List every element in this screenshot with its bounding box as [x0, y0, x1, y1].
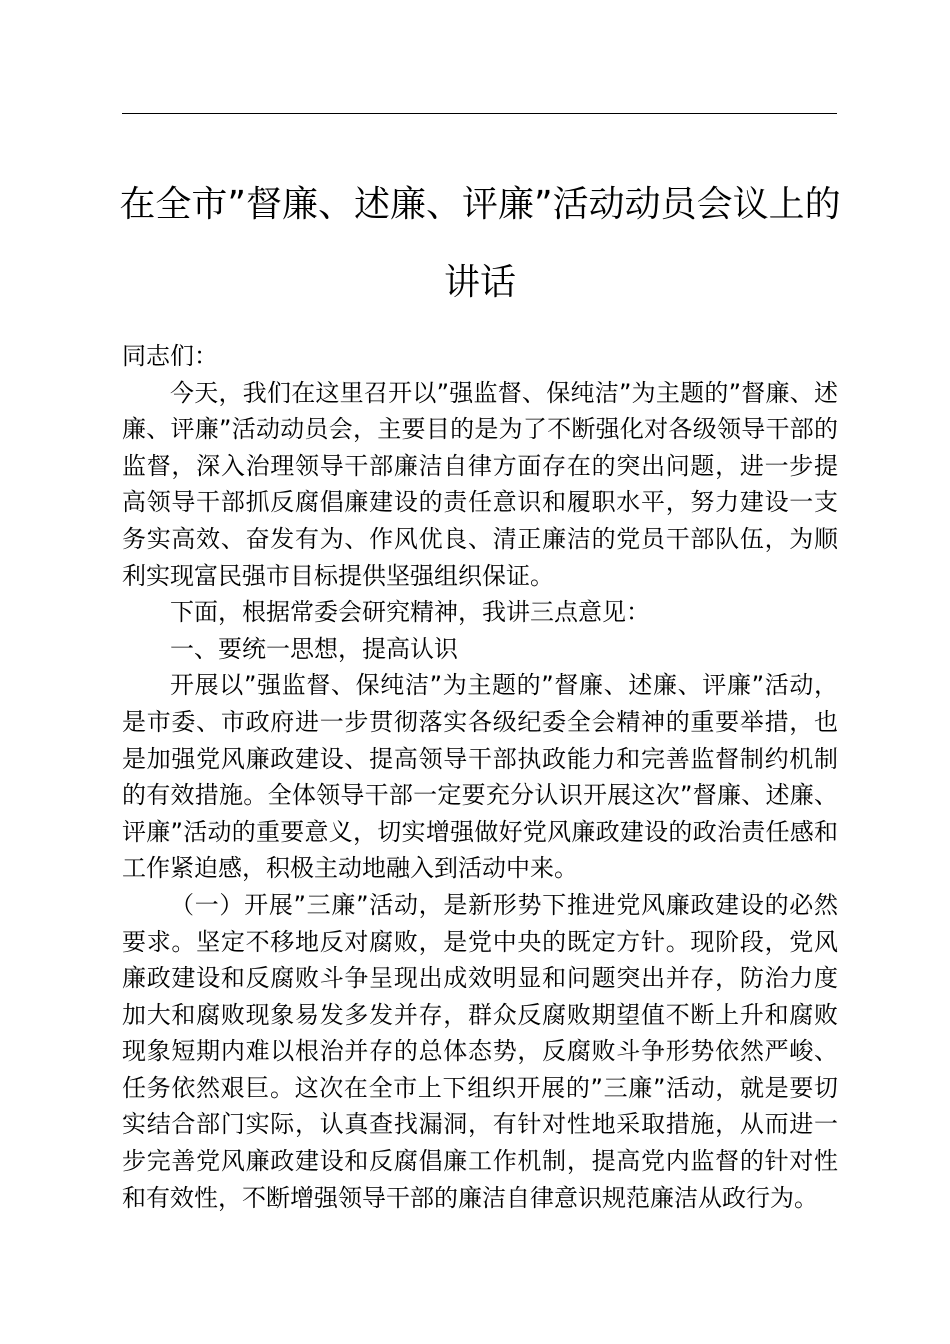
paragraph-intro: 今天，我们在这里召开以”强监督、保纯洁”为主题的”督廉、述廉、评廉”活动动员会，主要目的是为了不断强化对各级领导干部的监督，深入治理领导干部廉洁自律方面存在的突出问题，进一步提高领导干部抓反腐倡廉建设的责任意识和履职水平，努力建设一支务实高效、奋发有为、作风优良、清正廉洁的党员干部队伍，为顺利实现富民强市目标提供坚强组织保证。	[122, 378, 838, 590]
section-heading-1: 一、要统一思想，提高认识	[170, 634, 458, 663]
paragraph-section-1: 开展以”强监督、保纯洁”为主题的”督廉、述廉、评廉”活动，是市委、市政府进一步贯彻落实各级纪委全会精神的重要举措，也是加强党风廉政建设、提高领导干部执政能力和完善监督制约机制的有效措施。全体领导干部一定要充分认识开展这次”督廉、述廉、评廉”活动的重要意义，切实增强做好党风廉政建设的政治责任感和工作紧迫感，积极主动地融入到活动中来。	[122, 671, 838, 883]
paragraph-subsection-1: （一）开展”三廉”活动，是新形势下推进党风廉政建设的必然要求。坚定不移地反对腐败，是党中央的既定方针。现阶段，党风廉政建设和反腐败斗争呈现出成效明显和问题突出并存，防治力度加大和腐败现象易发多发并存，群众反腐败期望值不断上升和腐败现象短期内难以根治并存的总体态势，反腐败斗争形势依然严峻、任务依然艰巨。这次在全市上下组织开展的”三廉”活动，就是要切实结合部门实际，认真查找漏洞，有针对性地采取措施，从而进一步完善党风廉政建设和反腐倡廉工作机制，提高党内监督的针对性和有效性，不断增强领导干部的廉洁自律意识规范廉洁从政行为。	[122, 890, 838, 1212]
title-line-1: 在全市”督廉、述廉、评廉”活动动员会议上的	[119, 184, 841, 225]
salutation: 同志们：	[122, 342, 218, 370]
paragraph-outline: 下面，根据常委会研究精神，我讲三点意见：	[170, 598, 650, 627]
title-line-2: 讲话	[443, 262, 516, 303]
header-rule	[122, 113, 837, 114]
document-title	[110, 166, 850, 322]
document-body	[122, 338, 838, 1216]
